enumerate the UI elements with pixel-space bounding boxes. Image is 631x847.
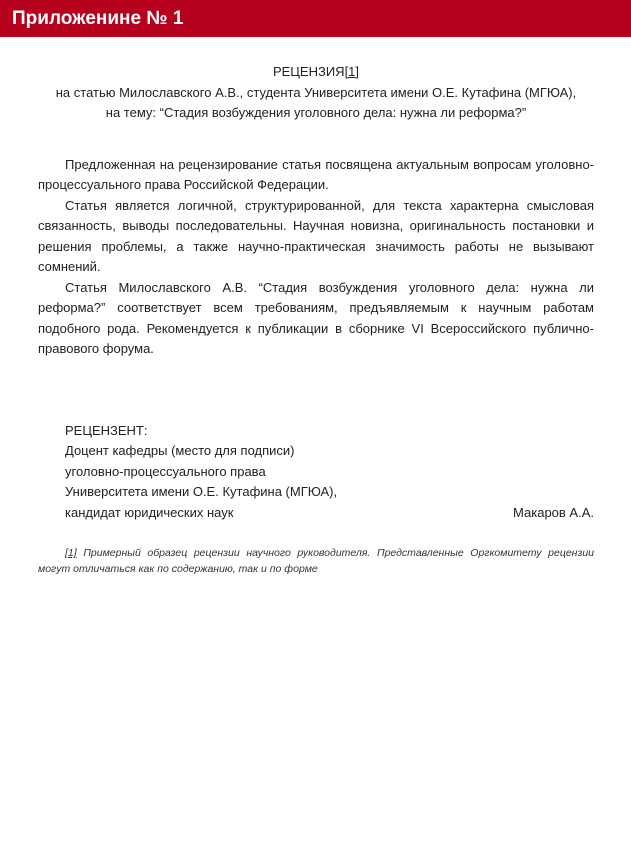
review-paragraph: Статья является логичной, структурированной, для текста характерна смысловая связанность, выводы последовательны. Научная новизна, оригинальность постановки и решения проблемы, а также научно-практическая значимость работы не вызывают сомнений. [38, 197, 594, 274]
signature-block [38, 421, 594, 524]
reviewer-degree: кандидат юридических наук [65, 504, 234, 520]
appendix-header [0, 0, 631, 37]
footnote-text: Примерный образец рецензии научного руководителя. Представленные Оргкомитету рецензии могут отличаться как по содержанию, так и по форме [38, 547, 595, 575]
reviewer-position: Доцент кафедры (место для подписи) [65, 443, 295, 458]
reviewer-label: РЕЦЕНЗЕНТ: [65, 422, 148, 438]
reviewer-name: Макаров А.А. [513, 504, 594, 520]
review-subtitle-line2: на тему: “Стадия возбуждения уголовного дела: нужна ли реформа?” [105, 105, 527, 120]
footnote-mark[interactable]: [1] [65, 547, 77, 559]
reviewer-department: уголовно-процессуального права [65, 463, 266, 479]
reviewer-degree-row [38, 503, 594, 524]
review-heading-text: РЕЦЕНЗИЯ [272, 64, 345, 79]
reviewer-university: Университета имени О.Е. Кутафина (МГЮА), [65, 484, 338, 499]
review-subtitle-line1: на статью Милославского А.В., студента Университета имени О.Е. Кутафина (МГЮА), [55, 84, 577, 100]
review-heading [38, 62, 594, 83]
review-title-block [38, 62, 594, 124]
footnote-link[interactable]: [1] [344, 64, 360, 79]
appendix-title: Приложенине № 1 [12, 8, 184, 29]
footnote [38, 545, 594, 577]
review-paragraph: Статья Милославского А.В. “Стадия возбуждения уголовного дела: нужна ли реформа?” соответствует всем требованиям, предъявляемым к научным работам подобного рода. Рекомендуется к публикации в сборнике VI Всероссийского публично-правового форума. [38, 279, 594, 356]
review-paragraph: Предложенная на рецензирование статья посвящена актуальным вопросам уголовно-процессуального права Российской Федерации. [38, 156, 594, 192]
review-document [38, 62, 594, 577]
